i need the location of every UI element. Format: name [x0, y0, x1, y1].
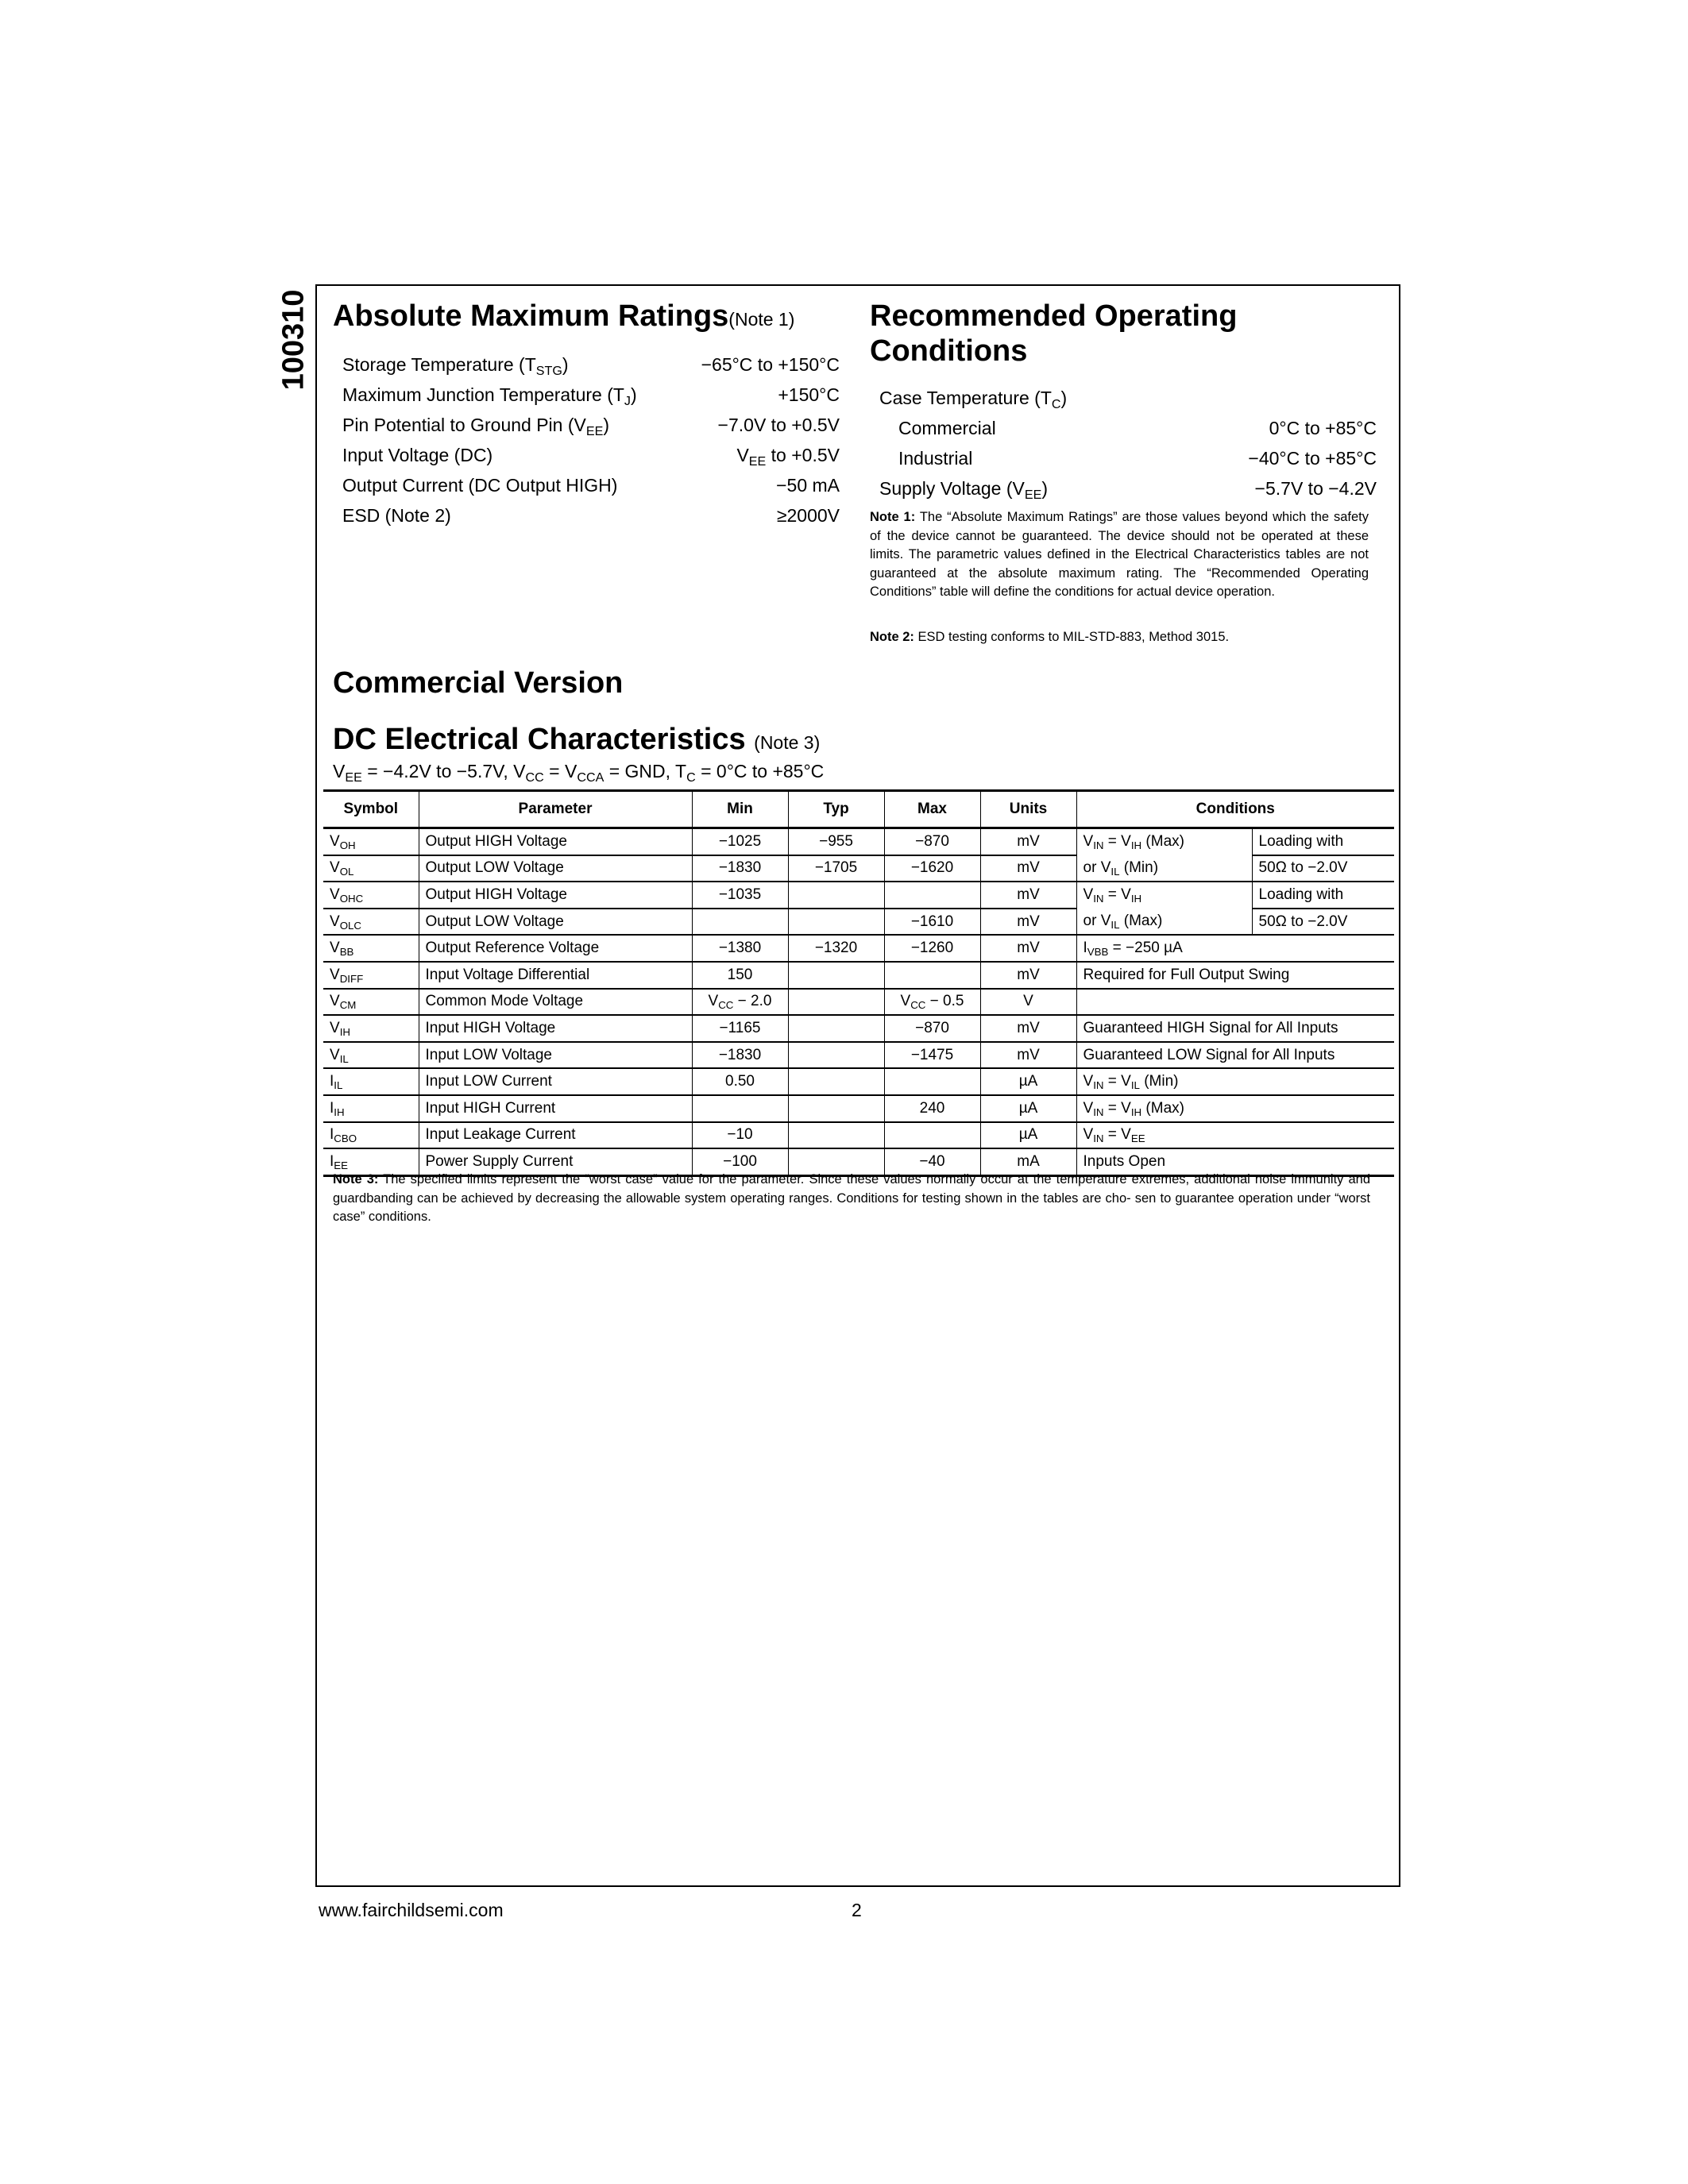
cond-sub-il: IL — [1111, 865, 1120, 878]
roc-supply-sub: EE — [1024, 487, 1042, 502]
cond-part: = 0°C to +85°C — [695, 761, 825, 781]
symbol-main: V — [330, 1046, 340, 1063]
cond-sub-ih: IH — [1130, 893, 1142, 905]
roc-commercial-label: Commercial — [898, 418, 996, 438]
roc-supply-row — [879, 473, 1377, 504]
amr-row-value: ≥2000V — [776, 505, 840, 526]
note-2 — [870, 628, 1369, 647]
amr-row-value: −65°C to +150°C — [701, 354, 840, 375]
amr-row — [342, 349, 840, 380]
cond-eq: = — [1103, 1099, 1122, 1117]
max-cell: 240 — [884, 1095, 980, 1122]
cond-sub-in: IN — [1093, 1079, 1104, 1092]
parameter-cell: Output LOW Voltage — [419, 855, 692, 882]
symbol-cell — [323, 855, 419, 882]
typ-cell: −1705 — [788, 855, 884, 882]
cond-sub-vbb: VBB — [1087, 946, 1109, 959]
cond-or: or — [1083, 913, 1101, 930]
table-row — [323, 935, 1394, 962]
amr-title — [333, 299, 794, 337]
condition-cell: Guaranteed HIGH Signal for All Inputs — [1076, 1015, 1394, 1042]
symbol-main: V — [330, 913, 340, 930]
units-cell: mV — [980, 962, 1076, 989]
symbol-sub: EE — [334, 1159, 349, 1171]
dc-title-text: DC Electrical Characteristics — [333, 723, 746, 756]
units-cell: µA — [980, 1122, 1076, 1149]
note-3-text: The specified limits represent the “worst case” value for the parameter. Since these values normally occur at the temperature extremes, additional noise immunity and guardbanding can be achieved by decreasing the allowable system operating ranges. Conditions for testing shown in the tables are cho- sen to guarantee operation under “worst case” conditions. — [333, 1172, 1370, 1224]
condition-cell — [1076, 828, 1252, 855]
units-cell: mA — [980, 1148, 1076, 1175]
symbol-main: I — [330, 1073, 334, 1090]
units-cell: mV — [980, 1015, 1076, 1042]
dc-conditions — [333, 761, 825, 785]
cond-v: V — [1121, 1099, 1131, 1117]
amr-row-label — [342, 349, 569, 380]
cond-part: V — [333, 761, 346, 781]
cond-eq: = — [1103, 1126, 1122, 1144]
condition-cell — [1076, 989, 1394, 1016]
units-cell: µA — [980, 1095, 1076, 1122]
symbol-sub: CBO — [334, 1133, 357, 1145]
roc-industrial-row — [898, 443, 1377, 473]
roc-case-temp-label — [879, 383, 1067, 413]
typ-cell — [788, 1015, 884, 1042]
roc-case-temp-sub: C — [1051, 396, 1061, 411]
amr-row-label — [342, 380, 637, 410]
min-cell: −1830 — [692, 855, 788, 882]
note-2-text: ESD testing conforms to MIL-STD-883, Method 3015. — [914, 630, 1230, 644]
cond-i: I — [1083, 940, 1087, 957]
units-cell: mV — [980, 1042, 1076, 1069]
cond-sub-in: IN — [1093, 1106, 1104, 1118]
parameter-cell: Output LOW Voltage — [419, 909, 692, 936]
units-cell: µA — [980, 1068, 1076, 1095]
table-row — [323, 962, 1394, 989]
footer-url[interactable]: www.fairchildsemi.com — [319, 1900, 504, 1920]
amr-label-main: Storage Temperature (T — [342, 354, 536, 375]
parameter-cell: Input Leakage Current — [419, 1122, 692, 1149]
min-cell: −10 — [692, 1122, 788, 1149]
symbol-cell — [323, 935, 419, 962]
cond-part: = GND, T — [604, 761, 687, 781]
symbol-sub: BB — [339, 946, 354, 959]
amr-row — [342, 500, 840, 531]
vcm-max-v: V — [900, 993, 911, 1010]
symbol-main: V — [330, 1019, 340, 1036]
amr-row — [342, 410, 840, 440]
condition-cell: Required for Full Output Swing — [1076, 962, 1394, 989]
loading-cell: 50Ω to −2.0V — [1252, 855, 1394, 882]
cond-v: V — [1121, 1073, 1131, 1090]
amr-title-text: Absolute Maximum Ratings — [333, 299, 729, 333]
cond-part: = V — [543, 761, 577, 781]
roc-industrial-value: −40°C to +85°C — [1248, 448, 1377, 469]
amr-row-value: −50 mA — [776, 475, 840, 496]
cond-sub: EE — [345, 770, 362, 785]
vcm-min-sub: CC — [718, 999, 734, 1012]
cond-max: (Max) — [1119, 913, 1163, 930]
symbol-sub: OLC — [339, 919, 362, 932]
symbol-cell — [323, 828, 419, 855]
loading-cell: 50Ω to −2.0V — [1252, 909, 1394, 936]
roc-supply-end: ) — [1041, 478, 1048, 499]
commercial-version-title: Commercial Version — [333, 666, 624, 700]
cond-v: V — [1100, 913, 1111, 930]
table-row — [323, 1068, 1394, 1095]
min-cell: 150 — [692, 962, 788, 989]
cond-v: V — [1100, 859, 1111, 876]
cond-sub: CC — [525, 770, 544, 785]
note-3-label: Note 3: — [333, 1172, 379, 1187]
amr-label-main: Pin Potential to Ground Pin (V — [342, 415, 586, 435]
symbol-main: V — [330, 859, 340, 877]
dc-header-row — [323, 791, 1394, 828]
condition-cell — [1076, 909, 1252, 936]
vcm-min-tail: − 2.0 — [733, 993, 772, 1010]
cond-sub-il: IL — [1111, 919, 1120, 932]
min-cell — [692, 909, 788, 936]
typ-cell — [788, 1095, 884, 1122]
amr-label-end: ) — [562, 354, 569, 375]
roc-title-line2: Conditions — [870, 334, 1028, 368]
cond-v: V — [1083, 886, 1094, 904]
symbol-sub: DIFF — [339, 972, 364, 985]
condition-cell: Inputs Open — [1076, 1148, 1394, 1175]
table-row — [323, 1042, 1394, 1069]
units-cell: V — [980, 989, 1076, 1016]
cond-max: (Max) — [1141, 1099, 1184, 1117]
table-row — [323, 1122, 1394, 1149]
parameter-cell: Input HIGH Current — [419, 1095, 692, 1122]
cond-v: V — [1121, 886, 1131, 904]
header-symbol: Symbol — [323, 791, 419, 828]
note-3 — [333, 1171, 1370, 1227]
cond-v: V — [1083, 1073, 1094, 1090]
max-cell: −1475 — [884, 1042, 980, 1069]
min-cell: −1830 — [692, 1042, 788, 1069]
max-cell: −870 — [884, 828, 980, 855]
parameter-cell: Output HIGH Voltage — [419, 828, 692, 855]
table-row — [323, 1095, 1394, 1122]
parameter-cell: Input HIGH Voltage — [419, 1015, 692, 1042]
symbol-main: I — [330, 1152, 334, 1170]
amr-row-label: ESD (Note 2) — [342, 505, 451, 526]
amr-row-value: +150°C — [778, 384, 840, 405]
cond-v: V — [1121, 833, 1131, 851]
amr-row-value — [736, 440, 840, 470]
roc-industrial-label: Industrial — [898, 448, 973, 469]
max-cell — [884, 989, 980, 1016]
condition-cell — [1076, 855, 1252, 882]
roc-title-line1: Recommended Operating — [870, 299, 1238, 333]
cond-v: V — [1121, 1126, 1131, 1144]
symbol-main: I — [330, 1126, 334, 1144]
vcm-max-sub: CC — [910, 999, 926, 1012]
min-cell — [692, 1095, 788, 1122]
symbol-main: V — [330, 832, 340, 850]
symbol-sub: IL — [334, 1079, 343, 1092]
typ-cell — [788, 962, 884, 989]
cond-v: V — [1083, 1099, 1094, 1117]
parameter-cell: Power Supply Current — [419, 1148, 692, 1175]
typ-cell — [788, 1042, 884, 1069]
table-row — [323, 909, 1394, 936]
condition-cell: Guaranteed LOW Signal for All Inputs — [1076, 1042, 1394, 1069]
amr-row-label — [342, 410, 609, 440]
cond-max: (Max) — [1141, 833, 1184, 851]
typ-cell — [788, 1122, 884, 1149]
dc-title — [333, 722, 820, 760]
units-cell: mV — [980, 935, 1076, 962]
max-cell: −1620 — [884, 855, 980, 882]
note-1-label: Note 1: — [870, 510, 916, 524]
units-cell: mV — [980, 855, 1076, 882]
typ-cell: −1320 — [788, 935, 884, 962]
note-1 — [870, 508, 1369, 602]
table-row — [323, 882, 1394, 909]
roc-supply-main: Supply Voltage (V — [879, 478, 1025, 499]
symbol-sub: OL — [339, 866, 354, 878]
table-row — [323, 1015, 1394, 1042]
header-parameter: Parameter — [419, 791, 692, 828]
amr-value-sub: EE — [748, 453, 767, 469]
dc-table — [323, 789, 1394, 1177]
amr-row-label: Output Current (DC Output HIGH) — [342, 475, 618, 496]
amr-row — [342, 440, 840, 470]
units-cell: mV — [980, 828, 1076, 855]
amr-label-sub: EE — [585, 423, 604, 438]
amr-row — [342, 380, 840, 410]
side-part-number — [270, 284, 318, 396]
max-cell — [884, 962, 980, 989]
units-cell: mV — [980, 882, 1076, 909]
cond-min: (Min) — [1119, 859, 1159, 876]
condition-cell — [1076, 882, 1252, 909]
amr-label-end: ) — [603, 415, 609, 435]
symbol-cell — [323, 989, 419, 1016]
symbol-cell — [323, 909, 419, 936]
note-1-text: The “Absolute Maximum Ratings” are those values beyond which the safety of the device cannot be guaranteed. The device should not be operated at these limits. The parametric values defined in the Electrical Characteristics tables are not guaranteed at the absolute maximum rating. The “Recommended Operating Conditions” table will define the conditions for actual device operation. — [870, 510, 1369, 599]
typ-cell — [788, 909, 884, 936]
condition-cell — [1076, 1122, 1394, 1149]
typ-cell — [788, 882, 884, 909]
max-cell: −40 — [884, 1148, 980, 1175]
roc-supply-label — [879, 473, 1048, 504]
symbol-main: I — [330, 1099, 334, 1117]
min-cell: −1165 — [692, 1015, 788, 1042]
cond-sub: C — [686, 770, 696, 785]
amr-row-value: −7.0V to +0.5V — [717, 415, 840, 435]
loading-cell: Loading with — [1252, 828, 1394, 855]
cond-ibb-value: = −250 µA — [1108, 940, 1183, 957]
cond-sub: CCA — [577, 770, 605, 785]
max-cell: −1610 — [884, 909, 980, 936]
cond-eq: = — [1103, 886, 1122, 904]
typ-cell — [788, 989, 884, 1016]
min-cell — [692, 989, 788, 1016]
cond-sub-ih: IH — [1130, 1106, 1142, 1118]
symbol-sub: CM — [339, 999, 357, 1012]
cond-sub-in: IN — [1093, 1133, 1104, 1145]
symbol-sub: IH — [339, 1025, 350, 1038]
cond-eq: = — [1103, 1073, 1122, 1090]
roc-supply-value: −5.7V to −4.2V — [1254, 478, 1377, 499]
cond-part: = −4.2V to −5.7V, V — [361, 761, 526, 781]
roc-case-temp-main: Case Temperature (T — [879, 388, 1052, 408]
header-typ: Typ — [788, 791, 884, 828]
parameter-cell: Output HIGH Voltage — [419, 882, 692, 909]
condition-cell — [1076, 1095, 1394, 1122]
cond-sub-ee: EE — [1130, 1133, 1145, 1145]
typ-cell — [788, 1068, 884, 1095]
cond-min: (Min) — [1139, 1073, 1179, 1090]
cond-v: V — [1083, 1126, 1094, 1144]
cond-sub-in: IN — [1093, 893, 1104, 905]
cond-eq: = — [1103, 833, 1122, 851]
parameter-cell: Output Reference Voltage — [419, 935, 692, 962]
min-cell: −1025 — [692, 828, 788, 855]
dc-note-ref: (Note 3) — [754, 732, 821, 753]
parameter-cell: Common Mode Voltage — [419, 989, 692, 1016]
header-max: Max — [884, 791, 980, 828]
table-row — [323, 989, 1394, 1016]
note-2-label: Note 2: — [870, 630, 914, 644]
header-units: Units — [980, 791, 1076, 828]
typ-cell: −955 — [788, 828, 884, 855]
amr-label-end: ) — [630, 384, 637, 405]
symbol-sub: IL — [339, 1052, 349, 1065]
symbol-cell — [323, 1015, 419, 1042]
roc-title — [870, 299, 1237, 369]
condition-cell — [1076, 1068, 1394, 1095]
min-cell: 0.50 — [692, 1068, 788, 1095]
roc-commercial-row — [898, 413, 1377, 443]
parameter-cell: Input Voltage Differential — [419, 962, 692, 989]
vcm-max-tail: − 0.5 — [925, 993, 964, 1010]
header-min: Min — [692, 791, 788, 828]
loading-cell: Loading with — [1252, 882, 1394, 909]
min-cell: −1035 — [692, 882, 788, 909]
max-cell: −870 — [884, 1015, 980, 1042]
amr-label-sub: J — [624, 393, 631, 408]
symbol-main: V — [330, 966, 340, 983]
symbol-cell — [323, 882, 419, 909]
cond-sub-in: IN — [1093, 839, 1104, 852]
cond-v: V — [1083, 833, 1094, 851]
header-conditions: Conditions — [1076, 791, 1394, 828]
symbol-sub: IH — [334, 1106, 345, 1118]
symbol-main: V — [330, 940, 340, 957]
amr-value-pre: V — [736, 445, 749, 465]
symbol-cell — [323, 1095, 419, 1122]
min-cell: −1380 — [692, 935, 788, 962]
symbol-main: V — [330, 993, 340, 1010]
symbol-sub: OHC — [339, 892, 364, 905]
amr-label-main: Maximum Junction Temperature (T — [342, 384, 624, 405]
max-cell — [884, 1122, 980, 1149]
amr-value-post: to +0.5V — [766, 445, 840, 465]
max-cell: −1260 — [884, 935, 980, 962]
condition-cell — [1076, 935, 1394, 962]
roc-case-temp-row — [879, 383, 1377, 413]
symbol-cell — [323, 1068, 419, 1095]
page-number: 2 — [852, 1900, 862, 1920]
table-row — [323, 855, 1394, 882]
max-cell — [884, 1068, 980, 1095]
cond-sub-il: IL — [1130, 1079, 1140, 1092]
cond-sub-ih: IH — [1130, 839, 1142, 852]
amr-row — [342, 470, 840, 500]
roc-case-temp-end: ) — [1060, 388, 1068, 408]
cond-or: or — [1083, 859, 1101, 876]
amr-row-label: Input Voltage (DC) — [342, 445, 493, 465]
amr-label-sub: STG — [535, 363, 562, 378]
amr-note-ref: (Note 1) — [728, 309, 795, 330]
symbol-cell — [323, 1042, 419, 1069]
symbol-sub: OH — [339, 839, 356, 851]
vcm-min-v: V — [708, 993, 719, 1010]
min-cell: −100 — [692, 1148, 788, 1175]
symbol-main: V — [330, 886, 340, 903]
max-cell — [884, 882, 980, 909]
roc-commercial-value: 0°C to +85°C — [1269, 418, 1377, 438]
units-cell: mV — [980, 909, 1076, 936]
side-part-number-text: 100310 — [276, 289, 311, 391]
symbol-cell — [323, 962, 419, 989]
symbol-cell — [323, 1122, 419, 1149]
parameter-cell: Input LOW Voltage — [419, 1042, 692, 1069]
parameter-cell: Input LOW Current — [419, 1068, 692, 1095]
table-row — [323, 828, 1394, 855]
